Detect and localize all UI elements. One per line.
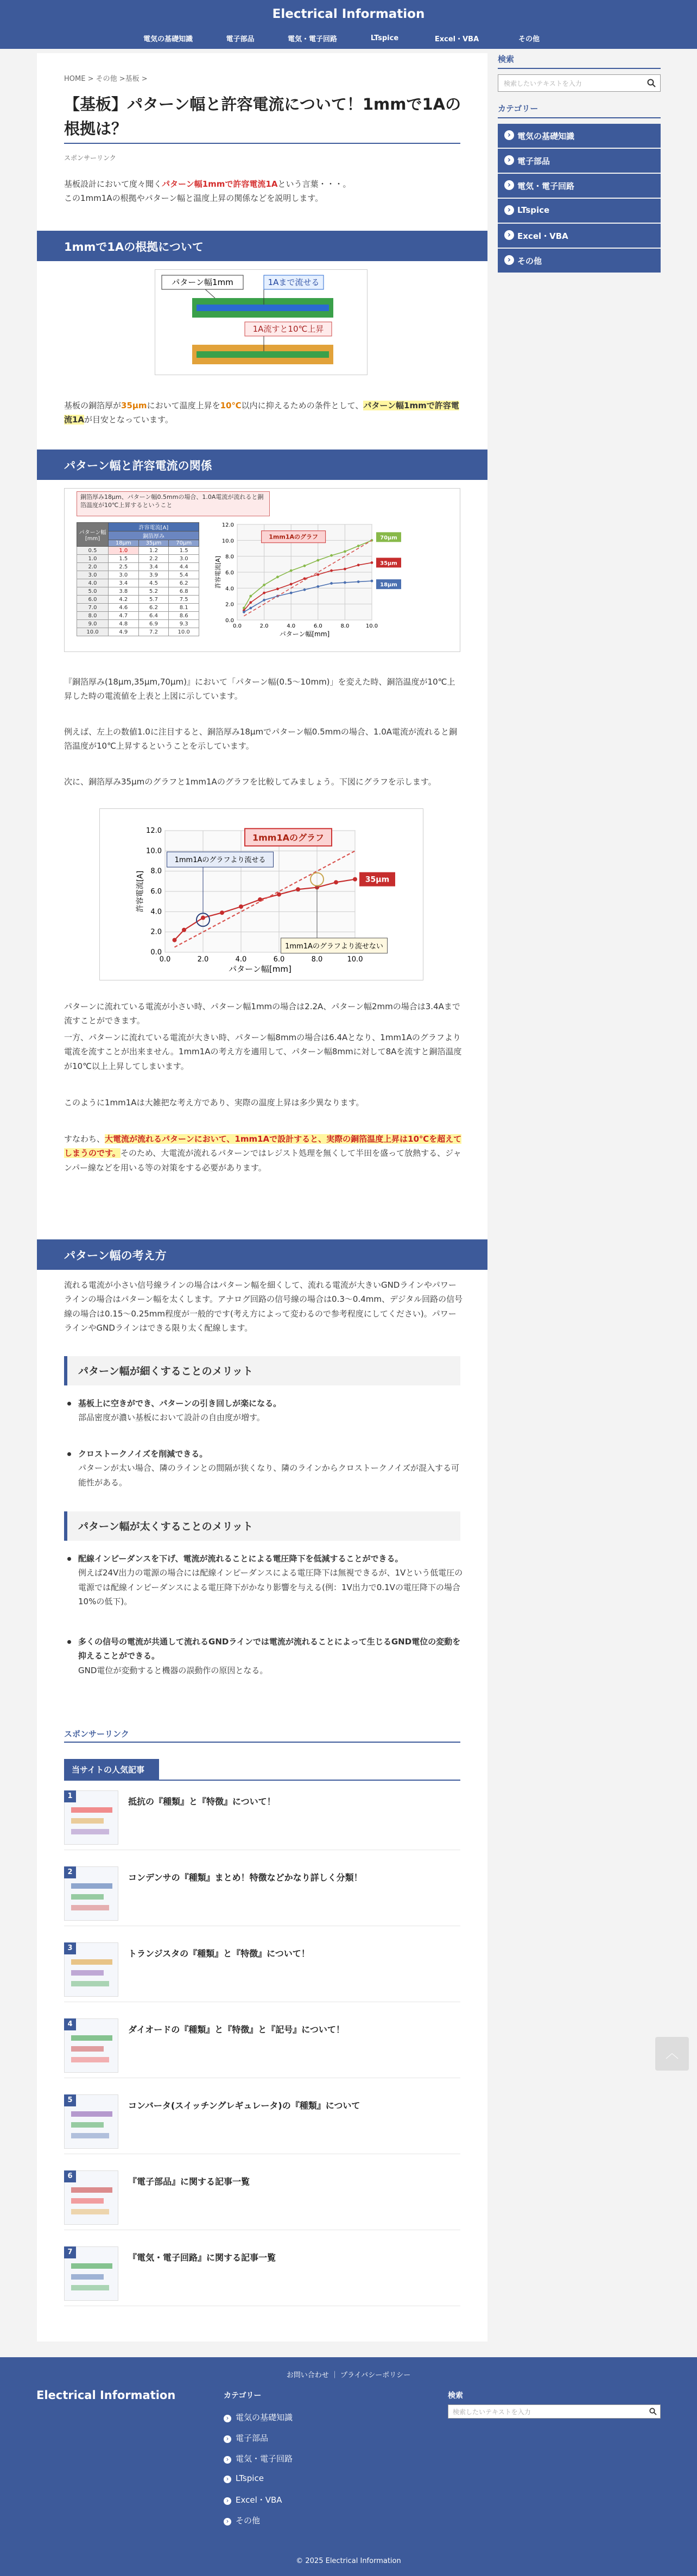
table-width-cell: 3.0 bbox=[77, 571, 109, 579]
intro-highlight: パターン幅1mmで許容電流1A bbox=[162, 179, 278, 189]
data-point bbox=[201, 916, 205, 920]
table-current-cell: 4.9 bbox=[109, 628, 139, 636]
y-tick-label: 8.0 bbox=[150, 867, 162, 876]
data-point bbox=[263, 592, 265, 594]
popular-article[interactable] bbox=[64, 1790, 460, 1850]
sidebar-search-input[interactable] bbox=[498, 74, 661, 92]
table-width-cell: 1.0 bbox=[77, 555, 109, 563]
data-point bbox=[344, 550, 346, 553]
x-tick-label: 8.0 bbox=[340, 623, 350, 629]
table-current-cell: 3.0 bbox=[109, 571, 139, 579]
table-explanation: 『銅箔厚み(18μm,35μm,70μm)』において「パターン幅(0.5〜10mm)」を変えた時、銅箔温度が10℃上昇した時の電流値を上表と上図に示しています。 bbox=[64, 677, 455, 701]
merit-body: GND電位が変動すると機器の誤動作の原因となる。 bbox=[78, 1665, 268, 1675]
data-point bbox=[357, 545, 360, 547]
table-current-cell: 3.9 bbox=[138, 571, 169, 579]
copyright: © 2025 Electrical Information bbox=[296, 2557, 401, 2565]
x-tick-label: 10.0 bbox=[347, 955, 363, 964]
compare-chart bbox=[100, 809, 423, 980]
width-label: パターン幅1mm bbox=[172, 277, 233, 287]
footer-brand[interactable]: Electrical Information bbox=[36, 2389, 176, 2402]
sidebar-search-heading: 検索 bbox=[498, 54, 515, 64]
x-tick-label: 0.0 bbox=[233, 623, 242, 629]
table-current-cell: 7.2 bbox=[138, 628, 169, 636]
table-row bbox=[77, 628, 199, 636]
search-icon[interactable] bbox=[647, 79, 656, 87]
table-current-cell: 1.5 bbox=[169, 547, 199, 555]
nav-item-excel[interactable]: Excel・VBA bbox=[434, 35, 479, 43]
intro-paragraph bbox=[64, 177, 463, 206]
footer-item-excel[interactable]: › Excel・VBA bbox=[224, 2494, 282, 2505]
small-current-paragraph: パターンに流れている電流が小さい時、パターン幅1mmの場合は2.2A、パターン幅2mmの場合は3.4Aまで流すことができます。 bbox=[64, 1002, 460, 1026]
search-icon[interactable] bbox=[649, 2408, 657, 2415]
popular-divider bbox=[64, 1780, 460, 1781]
table-col-header: 35μm bbox=[138, 540, 169, 547]
table-current-cell: 4.7 bbox=[109, 612, 139, 620]
intro-text: この1mm1Aの根拠やパターン幅と温度上昇の関係などを説明します。 bbox=[64, 193, 324, 204]
sidebar bbox=[498, 53, 661, 274]
table-current-cell: 3.8 bbox=[109, 587, 139, 596]
table-current-cell: 5.7 bbox=[138, 596, 169, 604]
x-tick-label: 4.0 bbox=[287, 623, 296, 629]
table-width-cell: 9.0 bbox=[77, 620, 109, 628]
y-tick-label: 12.0 bbox=[221, 522, 234, 528]
temp-rise: 10℃ bbox=[220, 401, 242, 410]
y-tick-label: 0.0 bbox=[150, 948, 162, 957]
table-width-cell: 6.0 bbox=[77, 596, 109, 604]
legend-label: 35μm bbox=[380, 560, 397, 567]
annotation-label: 1mm1Aのグラフより流せる bbox=[174, 856, 266, 865]
popular-article[interactable] bbox=[64, 2170, 460, 2230]
table-current-cell: 6.4 bbox=[138, 612, 169, 620]
data-point bbox=[303, 565, 306, 567]
y-tick-label: 10.0 bbox=[221, 538, 234, 545]
sidebar-divider bbox=[498, 68, 661, 69]
x-tick-label: 6.0 bbox=[273, 955, 285, 964]
sponsor-label-2: スポンサーリンク bbox=[64, 1729, 129, 1739]
table-width-cell: 10.0 bbox=[77, 628, 109, 636]
article-title[interactable]: ダイオードの『種類』と『特徴』と『記号』について！ bbox=[128, 2024, 345, 2035]
y-tick-label: 2.0 bbox=[150, 928, 162, 936]
merit-title: 多くの信号の電流が共通して流れるGNDラインでは電流が流れることによって生じるGND電位の変動を抑えることができる。 bbox=[78, 1637, 461, 1661]
y-tick-label: 2.0 bbox=[225, 602, 234, 608]
temperature-label: 1A流すと10℃上昇 bbox=[252, 324, 324, 334]
table-current-cell: 6.2 bbox=[138, 604, 169, 612]
table-current-cell: 8.6 bbox=[169, 612, 199, 620]
y-tick-label: 6.0 bbox=[225, 570, 234, 576]
x-tick-label: 10.0 bbox=[365, 623, 378, 629]
sidebar-item-components[interactable]: › 電子部品 bbox=[498, 149, 661, 173]
example-paragraph: 例えば、左上の数値1.0に注目すると、銅箔厚み18μmでパターン幅0.5mmの場合、1.0A電流が流れると銅箔温度が10℃上昇するということを示しています。 bbox=[64, 727, 457, 751]
merit-title: クロストークノイズを削減できる。 bbox=[78, 1449, 208, 1459]
conclusion-text: そのため、大電流が流れるパターンではレジスト処理を無くして半田を盛って放熱する、ジャンパー線などを用いる等の対策をする必要があります。 bbox=[64, 1148, 461, 1173]
series-tag-label: 35μm bbox=[365, 875, 390, 884]
page-title: 【基板】パターン幅と許容電流について！1mmで1Aの根拠は？ bbox=[64, 95, 461, 138]
sponsor-divider bbox=[64, 1742, 460, 1743]
large-current-paragraph: 一方、パターンに流れている電流が大きい時、パターン幅8mmの場合は6.4Aとなり、1mm1Aのグラフより電流を流すことが出来ません。1mm1Aの考え方を適用して、パターン幅8mmに対して8Aを流すと銅箔温度が10℃以上上昇してしまいます。 bbox=[64, 1033, 462, 1071]
list-item bbox=[78, 1552, 464, 1609]
table-current-cell: 4.4 bbox=[169, 563, 199, 571]
data-point bbox=[290, 569, 293, 572]
article-title[interactable]: コンバータ(スイッチングレギュレータ)の『種類』について bbox=[128, 2100, 360, 2111]
table-current-cell: 2.5 bbox=[109, 563, 139, 571]
data-point bbox=[239, 904, 243, 909]
data-point bbox=[173, 938, 177, 942]
popular-article[interactable] bbox=[64, 1866, 460, 1926]
x-tick-label: 2.0 bbox=[197, 955, 209, 964]
rank-badge: 7 bbox=[64, 2246, 76, 2258]
table-chart-figure bbox=[64, 488, 460, 652]
article-title[interactable]: トランジスタの『種類』と『特徴』について！ bbox=[128, 1948, 310, 1959]
y-tick-label: 8.0 bbox=[225, 554, 234, 560]
merit-body: 例えば24V出力の電源の場合には配線インピーダンスによる電圧降下は無視できるが、1Vという低電圧の電源では配線インピーダンスによる電圧降下がかなり影響を与える(例：1V出力で0.1Vの電圧降下の場合10%の低下)。 bbox=[78, 1568, 463, 1606]
nav-item-components[interactable]: 電子部品 bbox=[226, 35, 255, 43]
data-point bbox=[344, 568, 346, 571]
data-point bbox=[371, 561, 373, 564]
data-point bbox=[316, 559, 319, 562]
compare-paragraph: 次に、銅箔厚み35μmのグラフと1mm1Aのグラフを比較してみましょう。下図にグラフを示します。 bbox=[64, 777, 436, 787]
th-foil: 銅箔厚み bbox=[109, 531, 199, 540]
sidebar-item-ltspice[interactable]: › LTspice bbox=[498, 199, 661, 223]
section-heading-approach: パターン幅の考え方 bbox=[37, 1239, 487, 1270]
rank-badge: 6 bbox=[64, 2170, 76, 2182]
site-footer bbox=[0, 2357, 697, 2576]
merit-title: 配線インピーダンスを下げ、電流が流れることによる電圧降下を低減することができる。 bbox=[78, 1554, 403, 1564]
nav-item-ltspice[interactable]: LTspice bbox=[370, 34, 399, 42]
footer-item-basics[interactable]: › 電気の基礎知識 bbox=[224, 2412, 293, 2423]
table-current-cell: 5.2 bbox=[138, 587, 169, 596]
data-point bbox=[290, 583, 293, 586]
data-point bbox=[290, 592, 293, 594]
footer-item-ltspice[interactable]: › LTspice bbox=[224, 2473, 264, 2483]
table-current-cell: 1.0 bbox=[109, 547, 139, 555]
sidebar-item-basics[interactable]: › 電気の基礎知識 bbox=[498, 124, 661, 148]
table-row bbox=[77, 587, 199, 596]
popular-article[interactable] bbox=[64, 2246, 460, 2306]
pattern-diagram bbox=[155, 270, 367, 375]
x-tick-label: 6.0 bbox=[313, 623, 322, 629]
conclusion-paragraph bbox=[64, 1132, 463, 1175]
table-row bbox=[77, 612, 199, 620]
global-nav bbox=[0, 27, 697, 49]
nav-item-basics[interactable]: 電気の基礎知識 bbox=[143, 35, 193, 43]
basis-text: が目安となっています。 bbox=[84, 415, 173, 425]
th-width: パターン幅 [mm] bbox=[77, 523, 109, 547]
y-tick-label: 4.0 bbox=[150, 908, 162, 916]
rank-badge: 1 bbox=[64, 1790, 76, 1802]
current-label: 1Aまで流せる bbox=[268, 277, 320, 287]
sidebar-divider bbox=[498, 117, 661, 118]
data-point bbox=[249, 607, 252, 610]
footer-item-other[interactable]: › その他 bbox=[224, 2515, 260, 2526]
rank-badge: 3 bbox=[64, 1942, 76, 1954]
merit-body: パターンが太い場合、隣のラインとの間隔が狭くなり、隣のラインからクロストークノイズが混入する可能性がある。 bbox=[78, 1463, 460, 1488]
table-current-cell: 8.1 bbox=[169, 604, 199, 612]
conclusion-highlight: 大電流が流れるパターンにおいて、1mm1Aで設計すると、実際の銅箔温度上昇は10℃を超えてしまうのです。 bbox=[64, 1134, 462, 1159]
back-to-top-button[interactable]: ︿ bbox=[655, 2037, 689, 2071]
x-tick-label: 8.0 bbox=[311, 955, 323, 964]
basis-highlight: パターン幅1mmで許容電流1A bbox=[64, 401, 459, 425]
table-current-cell: 9.3 bbox=[169, 620, 199, 628]
rank-badge: 4 bbox=[64, 2018, 76, 2030]
table-current-cell: 6.9 bbox=[138, 620, 169, 628]
table-current-cell: 4.6 bbox=[109, 604, 139, 612]
table-row bbox=[77, 547, 199, 555]
conclusion-text: すなわち、 bbox=[64, 1134, 105, 1144]
basis-paragraph bbox=[64, 398, 463, 427]
table-current-cell: 3.4 bbox=[109, 579, 139, 587]
data-point bbox=[249, 601, 252, 604]
breadcrumb[interactable]: HOME > その他 >基板 > bbox=[64, 75, 148, 83]
basis-text: において温度上昇を bbox=[147, 401, 220, 410]
data-point bbox=[182, 928, 186, 932]
data-point bbox=[357, 580, 360, 583]
table-current-cell: 10.0 bbox=[169, 628, 199, 636]
intro-text: という言葉・・・。 bbox=[277, 179, 351, 189]
y-tick-label: 0.0 bbox=[225, 618, 234, 624]
subheading-thin: パターン幅が細くすることのメリット bbox=[64, 1356, 460, 1385]
article-title[interactable]: 『電子部品』に関する記事一覧 bbox=[128, 2176, 250, 2187]
rough-rule-paragraph: このように1mm1Aは大雑把な考え方であり、実際の温度上昇は多少異なります。 bbox=[64, 1098, 364, 1107]
merit-body: 部品密度が濃い基板において設計の自由度が増す。 bbox=[78, 1413, 265, 1423]
table-current-cell: 6.8 bbox=[169, 587, 199, 596]
list-item bbox=[78, 1396, 464, 1425]
footer-item-circuits[interactable]: › 電気・電子回路 bbox=[224, 2453, 293, 2464]
data-point bbox=[277, 893, 281, 897]
intro-text: 基板設計において度々聞く bbox=[64, 179, 162, 189]
data-point bbox=[276, 587, 279, 590]
y-axis-label: 許容電流[A] bbox=[214, 555, 221, 589]
popular-article[interactable] bbox=[64, 2018, 460, 2078]
table-col-header: 18μm bbox=[109, 540, 139, 547]
data-point bbox=[330, 582, 333, 585]
popular-article[interactable] bbox=[64, 2094, 460, 2154]
sidebar-category-heading: カテゴリー bbox=[498, 104, 538, 113]
data-point bbox=[357, 564, 360, 566]
list-item bbox=[78, 1447, 464, 1490]
compare-chart-figure bbox=[99, 808, 423, 980]
basis-text: 以内に抑えるための条件として、 bbox=[241, 401, 364, 410]
data-point bbox=[344, 581, 346, 584]
table-current-cell: 3.4 bbox=[138, 563, 169, 571]
data-point bbox=[316, 573, 319, 576]
data-point bbox=[353, 877, 357, 882]
table-current-cell: 6.2 bbox=[169, 579, 199, 587]
y-tick-label: 12.0 bbox=[146, 827, 162, 835]
basis-text: 基板の銅箔厚が bbox=[64, 401, 122, 410]
table-row bbox=[77, 620, 199, 628]
foil-thickness: 35μm bbox=[121, 401, 147, 410]
sponsor-label: スポンサーリンク bbox=[64, 154, 116, 162]
footer-search-heading: 検索 bbox=[448, 2391, 463, 2400]
table-current-cell: 4.2 bbox=[109, 596, 139, 604]
sidebar-item-other[interactable]: › その他 bbox=[498, 249, 661, 273]
merit-title: 基板上に空きができ、パターンの引き回しが楽になる。 bbox=[78, 1398, 282, 1408]
data-point bbox=[263, 584, 265, 586]
y-tick-label: 6.0 bbox=[150, 888, 162, 896]
table-current-cell: 5.4 bbox=[169, 571, 199, 579]
data-point bbox=[296, 887, 300, 891]
data-point bbox=[303, 588, 306, 591]
data-point bbox=[330, 569, 333, 572]
article-title[interactable]: コンデンサの『種類』まとめ！特徴などかなり詳しく分類！ bbox=[128, 1872, 363, 1883]
table-current-cell: 3.0 bbox=[169, 555, 199, 563]
data-point bbox=[220, 910, 224, 915]
annotation-label: 1mm1Aのグラフより流せない bbox=[285, 942, 383, 951]
table-row bbox=[77, 604, 199, 612]
y-axis-label: 許容電流[A] bbox=[136, 870, 145, 913]
table-width-cell: 5.0 bbox=[77, 587, 109, 596]
nav-item-other[interactable]: その他 bbox=[518, 35, 540, 43]
table-current-cell: 2.2 bbox=[138, 555, 169, 563]
th-current: 許容電流[A] bbox=[109, 523, 199, 531]
data-point bbox=[334, 880, 338, 884]
table-width-cell: 0.5 bbox=[77, 547, 109, 555]
table-current-cell: 4.5 bbox=[138, 579, 169, 587]
main-content bbox=[37, 53, 487, 2341]
data-point bbox=[330, 554, 333, 557]
table-row bbox=[77, 555, 199, 563]
current-chart bbox=[212, 520, 408, 640]
list-item bbox=[78, 1635, 464, 1678]
table-row bbox=[77, 579, 199, 587]
table-width-cell: 7.0 bbox=[77, 604, 109, 612]
footer-search-input[interactable] bbox=[448, 2404, 661, 2419]
x-axis-label: パターン幅[mm] bbox=[279, 630, 330, 638]
table-current-cell: 7.5 bbox=[169, 596, 199, 604]
note-box: 銅箔厚み18μm、パターン幅0.5mmの場合、1.0A電流が流れると銅箔温度が10℃上昇するということ bbox=[77, 491, 270, 516]
search-placeholder: 検索したいテキストを入力 bbox=[504, 80, 582, 87]
legend-label: 18μm bbox=[380, 582, 397, 588]
x-tick-label: 2.0 bbox=[259, 623, 269, 629]
table-current-cell: 1.2 bbox=[138, 547, 169, 555]
footer-item-components[interactable]: › 電子部品 bbox=[224, 2432, 268, 2444]
table-current-cell: 1.5 bbox=[109, 555, 139, 563]
y-tick-label: 10.0 bbox=[146, 847, 162, 856]
sidebar-item-excel[interactable]: › Excel・VBA bbox=[498, 224, 661, 248]
table-row bbox=[77, 596, 199, 604]
footer-category-heading: カテゴリー bbox=[224, 2391, 262, 2400]
table-width-cell: 4.0 bbox=[77, 579, 109, 587]
data-point bbox=[243, 611, 245, 613]
current-table bbox=[77, 522, 199, 636]
footer-links[interactable]: お問い合わせ ｜ プライバシーポリシー bbox=[286, 2371, 411, 2379]
subheading-thick: パターン幅が太くすることのメリット bbox=[64, 1511, 460, 1541]
article-title[interactable]: 『電気・電子回路』に関する記事一覧 bbox=[128, 2252, 276, 2263]
y-tick-label: 4.0 bbox=[225, 586, 234, 592]
site-title[interactable]: Electrical Information bbox=[272, 7, 425, 21]
title-divider bbox=[64, 143, 460, 144]
section-heading-relation: パターン幅と許容電流の関係 bbox=[37, 450, 487, 480]
x-tick-label: 4.0 bbox=[235, 955, 247, 964]
x-tick-label: 0.0 bbox=[159, 955, 171, 964]
data-point bbox=[263, 599, 265, 602]
data-point bbox=[249, 595, 252, 598]
sidebar-item-circuits[interactable]: › 電気・電子回路 bbox=[498, 174, 661, 198]
table-row bbox=[77, 571, 199, 579]
data-point bbox=[316, 585, 319, 588]
chart-badge-label: 1mm1Aのグラフ bbox=[269, 533, 319, 541]
rank-badge: 2 bbox=[64, 1866, 76, 1878]
legend-label: 70μm bbox=[380, 535, 397, 541]
nav-item-circuits[interactable]: 電気・電子回路 bbox=[287, 35, 337, 43]
pattern-width-figure bbox=[155, 269, 367, 375]
table-current-cell: 4.8 bbox=[109, 620, 139, 628]
site-header bbox=[0, 0, 697, 49]
data-point bbox=[276, 575, 279, 578]
section-heading-basis: 1mmで1Aの根拠について bbox=[37, 231, 487, 261]
popular-heading: 当サイトの人気記事 bbox=[64, 1759, 159, 1780]
table-row bbox=[77, 563, 199, 571]
x-axis-label: パターン幅[mm] bbox=[229, 964, 292, 974]
table-col-header: 70μm bbox=[169, 540, 199, 547]
rank-badge: 5 bbox=[64, 2094, 76, 2106]
table-width-cell: 8.0 bbox=[77, 612, 109, 620]
footer-search-placeholder: 検索したいテキストを入力 bbox=[453, 2408, 531, 2416]
data-point bbox=[371, 580, 373, 583]
approach-paragraph: 流れる電流が小さい信号線ラインの場合はパターン幅を細くして、流れる電流が大きいGNDラインやパワーラインの場合はパターン幅を太くします。アナログ回路の信号線の場合は0.3〜0.4mm、デジタル回路の信号線の場合は0.15〜0.25mm程度が一般的です(考え方によって変わるので参考程度にしてください)。パワーラインやGNDラインはできる限り太く配線します。 bbox=[64, 1280, 463, 1333]
chart-badge-label: 1mm1Aのグラフ bbox=[252, 832, 324, 843]
popular-article[interactable] bbox=[64, 1942, 460, 2002]
table-width-cell: 2.0 bbox=[77, 563, 109, 571]
article-title[interactable]: 抵抗の『種類』と『特徴』について！ bbox=[128, 1796, 276, 1807]
